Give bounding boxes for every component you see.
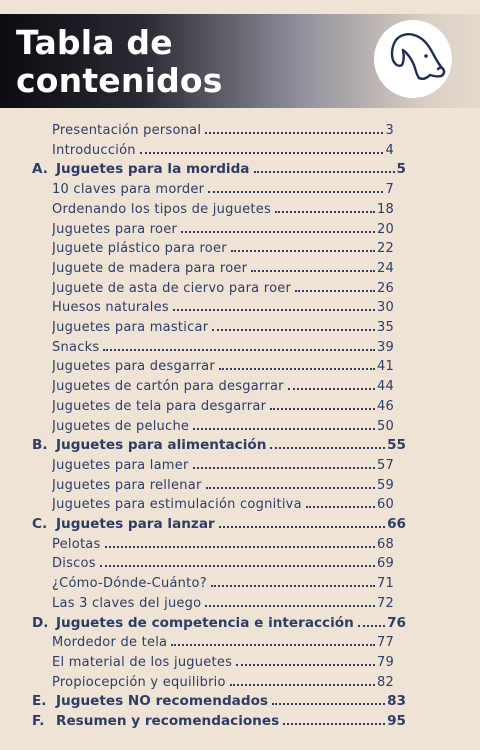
toc-entry[interactable] (52, 295, 394, 315)
toc-entry-label: Introducción (52, 142, 136, 158)
toc-page-number: 3 (385, 123, 394, 138)
toc-page-number: 82 (376, 674, 394, 690)
page-title-line-1: Tabla de (16, 23, 173, 62)
toc-entry-label: Snacks (52, 339, 100, 355)
toc-section-entry[interactable] (32, 611, 406, 631)
toc-entry-label: Mordedor de tela (52, 635, 168, 651)
dot-leader (171, 640, 375, 646)
toc-entry[interactable] (52, 256, 394, 276)
toc-entry[interactable] (52, 217, 394, 237)
toc-section-letter: D. (32, 614, 49, 631)
toc-page-number: 46 (376, 398, 394, 414)
toc-section-letter: E. (32, 693, 47, 710)
toc-page-number: 69 (376, 556, 394, 572)
toc-entry[interactable] (52, 473, 394, 493)
toc-entry[interactable] (52, 670, 394, 690)
dot-leader (205, 601, 375, 607)
toc-page-number: 44 (376, 379, 394, 395)
dog-head-icon (374, 20, 452, 98)
toc-page-number: 22 (376, 241, 394, 257)
toc-entry-label: El material de los juguetes (52, 654, 233, 670)
toc-section-letter: F. (32, 713, 45, 729)
toc-page-number: 50 (376, 418, 394, 434)
toc-entry[interactable] (52, 414, 394, 434)
page-title-line-2: contenidos (16, 61, 223, 100)
toc-entry-label: 10 claves para morder (52, 182, 205, 198)
toc-entry-label: Juguetes para lamer (52, 457, 189, 473)
dot-leader (173, 305, 375, 311)
toc-page-number: 7 (385, 182, 394, 198)
toc-entry-label: Propiocepción y equilibrio (52, 674, 226, 690)
toc-page-number: 26 (376, 280, 394, 296)
toc-entry-label: Juguetes para desgarrar (52, 359, 215, 375)
toc-entry[interactable] (52, 571, 394, 591)
toc-page-number: 79 (376, 654, 394, 670)
dot-leader (254, 167, 395, 173)
toc-page-number: 39 (376, 339, 394, 355)
toc-section-entry[interactable] (32, 433, 406, 453)
toc-page-number: 24 (376, 260, 394, 276)
toc-page-number: 60 (376, 497, 394, 513)
toc-section-entry[interactable] (32, 689, 406, 709)
dot-leader (251, 266, 375, 272)
toc-page-number: 71 (376, 576, 394, 592)
toc-page-number: 55 (387, 437, 406, 454)
toc-section-entry[interactable] (32, 157, 406, 177)
dot-leader (219, 522, 385, 528)
dot-leader (103, 345, 375, 351)
dot-leader (140, 148, 384, 154)
toc-entry[interactable] (52, 315, 394, 335)
dot-leader (193, 463, 375, 469)
toc-entry-label: Juguetes de competencia e interacción (56, 614, 354, 631)
toc-page-number: 4 (385, 142, 394, 158)
toc-entry-label: Juguetes para roer (52, 221, 178, 237)
toc-entry[interactable] (52, 591, 394, 611)
toc-entry[interactable] (52, 276, 394, 296)
toc-entry[interactable] (52, 197, 394, 217)
dot-leader (206, 483, 375, 489)
toc-page-number: 77 (376, 635, 394, 651)
toc-page-number: 59 (376, 477, 394, 493)
dot-leader (100, 561, 375, 567)
toc-section-entry[interactable] (32, 512, 406, 532)
toc-page-number: 66 (387, 516, 406, 532)
toc-entry[interactable] (52, 374, 394, 394)
toc-entry-label: Juguetes de cartón para desgarrar (52, 379, 284, 395)
dot-leader (219, 364, 375, 370)
dot-leader (283, 719, 385, 725)
toc-entry-label: Juguetes para estimulación cognitiva (52, 497, 302, 513)
toc-entry-label: Juguete plástico para roer (52, 241, 227, 257)
dot-leader (231, 246, 375, 252)
toc-entry[interactable] (52, 630, 394, 650)
dot-leader (275, 207, 375, 213)
toc-entry-label: Discos (52, 556, 96, 572)
dot-leader (193, 424, 375, 430)
toc-page-number: 95 (387, 713, 406, 729)
toc-section-letter: B. (32, 437, 48, 454)
dot-leader (211, 581, 375, 587)
toc-entry[interactable] (52, 236, 394, 256)
toc-page-number: 72 (376, 595, 394, 611)
toc-page-number: 83 (387, 693, 406, 710)
dot-leader (272, 699, 385, 705)
toc-entry-label: Juguetes para rellenar (52, 477, 202, 493)
toc-entry-label: Huesos naturales (52, 300, 169, 316)
dot-leader (270, 443, 385, 449)
dot-leader (295, 286, 375, 292)
page-title (16, 24, 336, 100)
dot-leader (205, 128, 383, 134)
toc-entry[interactable] (52, 138, 394, 158)
toc-entry-label: Juguetes NO recomendados (56, 693, 269, 710)
toc-page-number: 35 (376, 320, 394, 335)
dot-leader (230, 680, 375, 686)
toc-entry-label: Juguetes de peluche (52, 418, 190, 434)
toc-entry-label: ¿Cómo-Dónde-Cuánto? (52, 576, 207, 592)
toc-entry[interactable] (52, 335, 394, 355)
toc-entry-label: Juguetes de tela para desgarrar (52, 398, 267, 414)
toc-entry[interactable] (52, 177, 394, 197)
toc-entry-label: Resumen y recomendaciones (56, 713, 280, 729)
toc-section-letter: C. (32, 516, 48, 532)
dot-leader (358, 621, 385, 627)
toc-entry-label: Juguetes para masticar (52, 320, 209, 335)
toc-entry-label: Juguete de asta de ciervo para roer (52, 280, 292, 296)
toc-entry-label: Las 3 claves del juego (52, 595, 202, 611)
toc-page-number: 30 (376, 300, 394, 316)
dot-leader (270, 404, 375, 410)
toc-page-number: 76 (387, 614, 406, 631)
toc-entry[interactable] (52, 394, 394, 414)
toc-page-number: 57 (376, 457, 394, 473)
toc-entry-label: Pelotas (52, 536, 101, 552)
toc-page-number: 68 (376, 536, 394, 552)
toc-entry-label: Presentación personal (52, 123, 202, 138)
dot-leader (212, 325, 375, 331)
toc-entry[interactable] (52, 532, 394, 552)
toc-entry[interactable] (52, 453, 394, 473)
toc-page-number: 5 (396, 161, 406, 178)
toc-entry[interactable] (52, 492, 394, 512)
dot-leader (181, 227, 375, 233)
toc-entry-label: Juguetes para la mordida (56, 161, 250, 178)
toc-entry-label: Ordenando los tipos de juguetes (52, 201, 272, 217)
dot-leader (105, 542, 375, 548)
toc-entry-label: Juguetes para lanzar (56, 516, 215, 532)
toc-entry[interactable] (52, 551, 394, 571)
toc-entry[interactable] (52, 118, 394, 138)
dot-leader (288, 384, 375, 390)
toc-page-number: 41 (376, 359, 394, 375)
toc-entry-label: Juguete de madera para roer (52, 260, 248, 276)
toc-section-letter: A. (32, 161, 48, 178)
toc-page-number: 18 (376, 201, 394, 217)
toc-entry[interactable] (52, 650, 394, 670)
toc-page-number: 20 (376, 221, 394, 237)
dot-leader (306, 502, 375, 508)
toc-entry[interactable] (52, 354, 394, 374)
dot-leader (208, 187, 383, 193)
dot-leader (236, 660, 375, 666)
toc-section-entry[interactable] (32, 709, 406, 729)
toc-entry-label: Juguetes para alimentación (56, 437, 267, 454)
